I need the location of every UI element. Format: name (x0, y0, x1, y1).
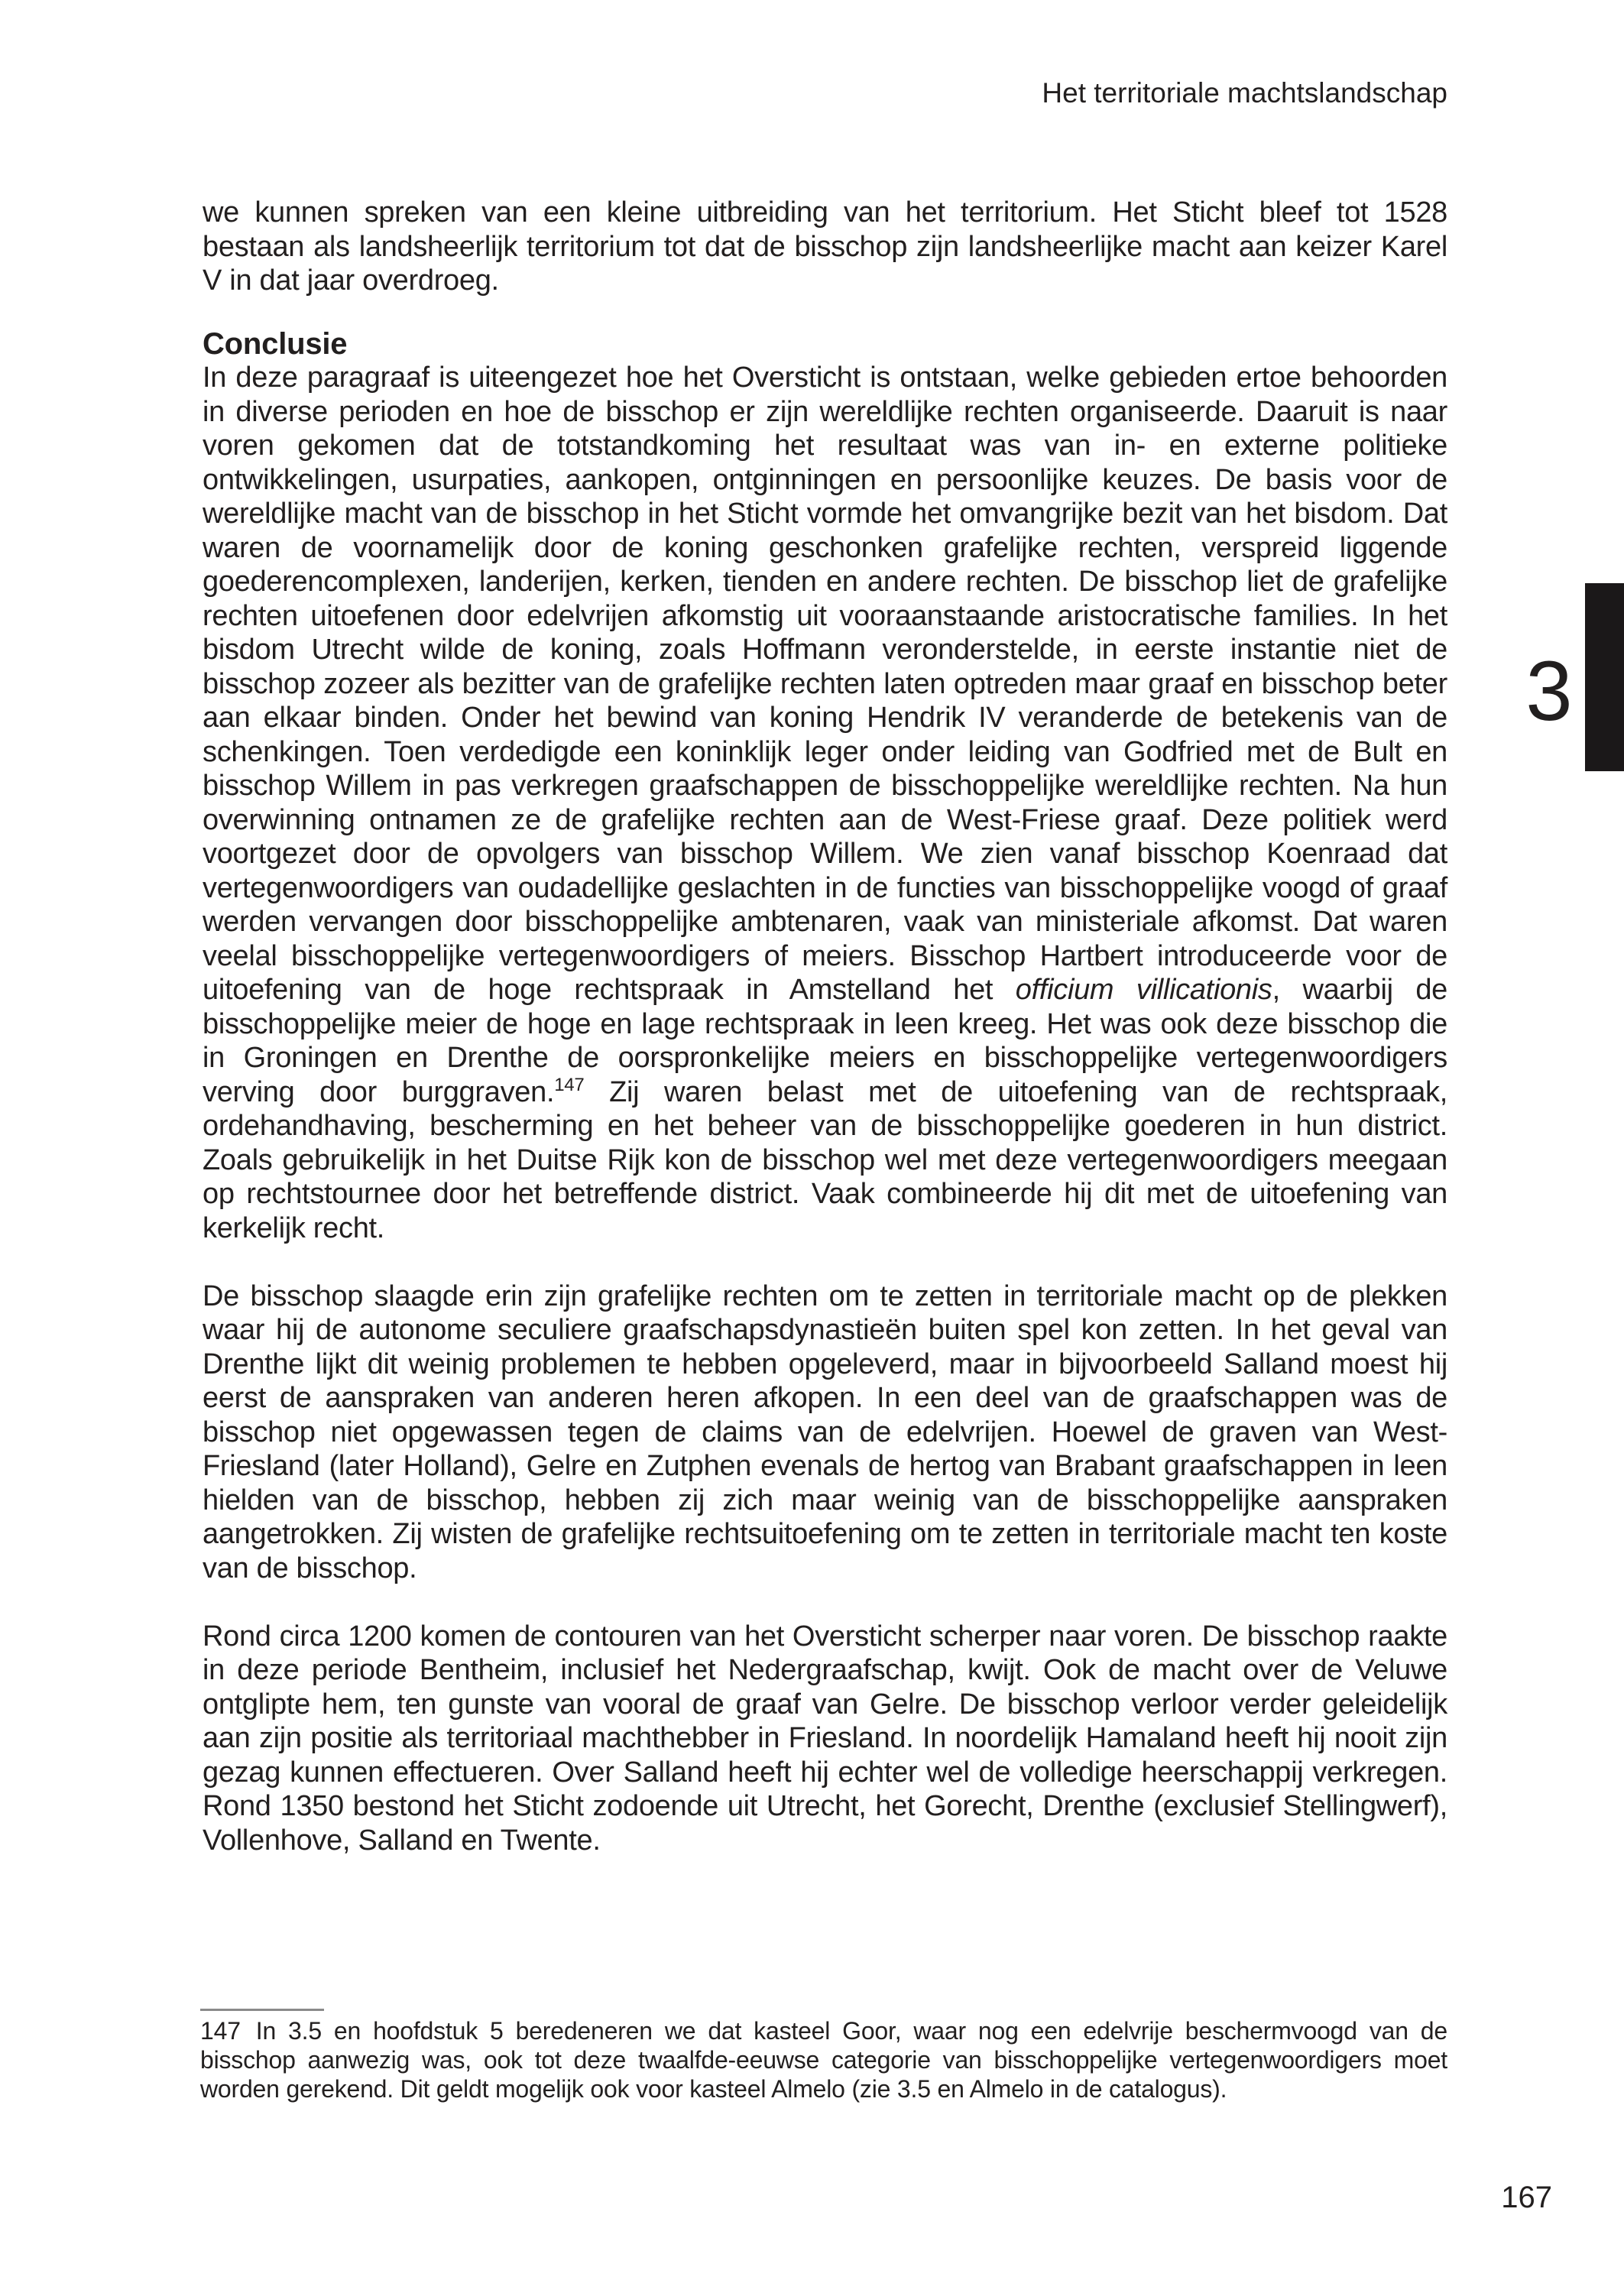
conclusion-heading: Conclusie (203, 326, 348, 361)
paragraph-conclusion-2: De bisschop slaagde erin zijn grafelijke rechten om te zetten in territoriale macht op de plekken waar hij de autonome seculiere graafschapsdynastieën buiten spel kon zetten. In het geval van Drenthe lijkt dit weinig problemen te hebben opgeleverd, maar in bijvoorbeeld Salland moest hij eerst de aanspraken van anderen heren afkopen. In een deel van de graafschappen was de bisschop niet opgewassen tegen de claims van de edelvrijen. Hoewel de graven van West-Friesland (later Holland), Gelre en Zutphen evenals de hertog van Brabant graafschappen in leen hielden van de bisschop, hebben zij zich maar weinig van de bisschoppelijke aanspraken aangetrokken. Zij wisten de grafelijke rechtsuitoefening om te zetten in territoriale macht ten koste van de bisschop. (203, 1279, 1447, 1584)
footnote-text: In 3.5 en hoofdstuk 5 beredeneren we dat kasteel Goor, waar nog een edelvrije beschermvoogd van de bisschop aanwezig was, ook tot deze twaalfde-eeuwse categorie van bisschoppelijke vertegenwoordigers moet worden gerekend. Dit geldt mogelijk ook voor kasteel Almelo (zie 3.5 en Almelo in de catalogus). (200, 2017, 1447, 2103)
footnote-area (200, 2009, 1447, 2103)
text-column (203, 196, 1447, 1857)
running-header: Het territoriale machtslandschap (1042, 77, 1447, 109)
footnote-number: 147 (200, 2017, 241, 2045)
paragraph-conclusion-3: Rond circa 1200 komen de contouren van het Oversticht scherper naar voren. De bisschop raakte in deze periode Bentheim, inclusief het Nedergraafschap, kwijt. Ook de macht over de Veluwe ontglipte hem, ten gunste van vooral de graaf van Gelre. De bisschop verloor verder geleidelijk aan zijn positie als territoriaal machthebber in Friesland. In noordelijk Hamaland heeft hij nooit zijn gezag kunnen effectueren. Over Salland heeft hij echter wel de volledige heerschappij verkregen. Rond 1350 bestond het Sticht zodoende uit Utrecht, het Gorecht, Drenthe (exclusief Stellingwerf), Vollenhove, Salland en Twente. (203, 1620, 1447, 1857)
page-number: 167 (1501, 2181, 1552, 2214)
footnote-separator (200, 2009, 324, 2011)
paragraph-conclusion-1: In deze paragraaf is uiteengezet hoe het Oversticht is ontstaan, welke gebieden ertoe behoorden in diverse perioden en hoe de bisschop er zijn wereldlijke rechten organiseerde. Daaruit is naar voren gekomen dat de totstandkoming het resultaat was van in- en externe politieke ontwikkelingen, usurpaties, aankopen, ontginningen en persoonlijke keuzes. De basis voor de wereldlijke macht van de bisschop in het Sticht vormde het omvangrijke bezit van het bisdom. Dat waren de voornamelijk door de koning geschonken grafelijke rechten, verspreid liggende goederencomplexen, landerijen, kerken, tienden en andere rechten. De bisschop liet de grafelijke rechten uitoefenen door edelvrijen afkomstig uit vooraanstaande aristocratische families. In het bisdom Utrecht wilde de koning, zoals Hoffmann veronderstelde, in eerste instantie niet de bisschop zozeer als bezitter van de grafelijke rechten laten optreden maar graaf en bisschop beter aan elkaar binden. Onder het bewind van koning Hendrik IV veranderde de betekenis van de schenkingen. Toen verdedigde een koninklijk leger onder leiding van Godfried met de Bult en bisschop Willem in pas verkregen graafschappen de bisschoppelijke wereldlijke rechten. Na hun overwinning ontnamen ze de grafelijke rechten aan de West-Friese graaf. Deze politiek werd voortgezet door de opvolgers van bisschop Willem. We zien vanaf bisschop Koenraad dat vertegenwoordigers van oudadellijke geslachten in de functies van bisschoppelijke voogd of graaf werden vervangen door bisschoppelijke ambtenaren, vaak van ministeriale afkomst. Dat waren veelal bisschoppelijke vertegenwoordigers of meiers. Bisschop Hartbert introduceerde voor de uitoefening van de hoge rechtspraak in Amstelland het officium villicationis, waarbij de bisschoppelijke meier de hoge en lage rechtspraak in leen kreeg. Het was ook deze bisschop die in Groningen en Drenthe de oorspronkelijke meiers en bisschoppelijke vertegenwoordigers verving door burggraven.$^{147}$ Zij waren belast met de uitoefening van de rechtspraak, ordehandhaving, bescherming en het beheer van de bisschoppelijke goederen in hun district. Zoals gebruikelijk in het Duitse Rijk kon de bisschop wel met deze vertegenwoordigers meegaan op rechtstournee door het betreffende district. Vaak combineerde hij dit met de uitoefening van kerkelijk recht. (203, 362, 1447, 1244)
paragraph-intro: we kunnen spreken van een kleine uitbreiding van het territorium. Het Sticht bleef tot 1528 bestaan als landsheerlijk territorium tot dat de bisschop zijn landsheerlijke macht aan keizer Karel V in dat jaar overdroeg. (203, 196, 1447, 297)
chapter-tab-bar (1585, 583, 1624, 771)
chapter-number: 3 (1525, 644, 1573, 738)
footnote-147 (200, 2016, 1447, 2103)
